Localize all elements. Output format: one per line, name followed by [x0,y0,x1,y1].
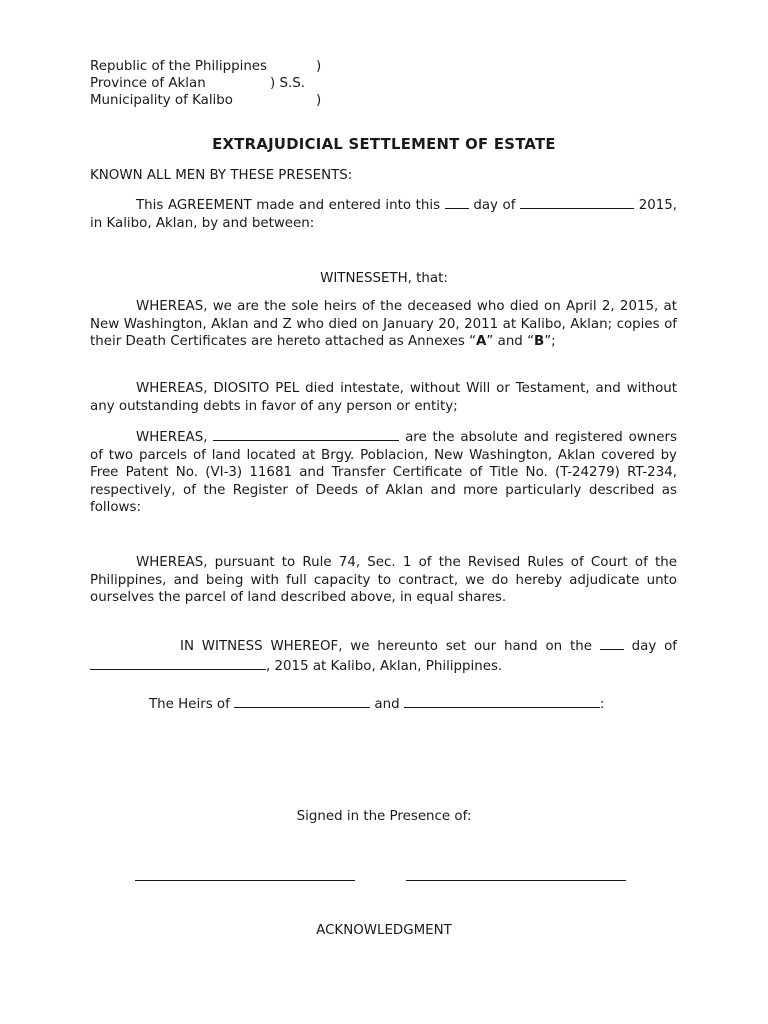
annex-b-label: B [534,334,545,349]
whereas-paragraph-4: WHEREAS, pursuant to Rule 74, Sec. 1 of the Revised Rules of Court of the Philippines, and being with full capacity to contract, we do hereby adjudicate unto ourselves the parcel of land described above, in equal shares. [90,555,677,605]
witnesseth-heading: WITNESSETH, that: [320,271,448,286]
heirs-text-3: : [599,697,605,712]
whereas1-end: ”; [544,334,556,349]
whereas-paragraph-3 [90,427,677,517]
heirs-text-1: The Heirs of [149,697,230,712]
heirs-text-2: and [374,697,400,712]
whereas3-rest: are the absolute and registered owners of two parcels of land located at Brgy. Poblacion, New Washington, Aklan covered by Free Patent No. (VI-3) 11681 and Transfer Certificate of Title No. (T-24279) RT-234, respectively, of the Register of Deeds of Aklan and more particularly described as follows: [90,430,677,515]
whereas3-lead: WHEREAS, [136,430,208,445]
heirs-line [149,694,709,714]
agreement-text-1: This AGREEMENT made and entered into this [136,198,441,213]
whereas-paragraph-1 [90,298,677,351]
venue-line-municipality [90,92,350,109]
document-title: EXTRAJUDICIAL SETTLEMENT OF ESTATE [212,136,556,153]
acknowledgment-heading: ACKNOWLEDGMENT [316,923,452,938]
blank-witness-month-field[interactable] [90,656,266,670]
venue-republic: Republic of the Philippines [90,59,268,74]
witness-text-1: IN WITNESS WHEREOF, we hereunto set our hand on the [180,639,592,654]
agreement-text-2: day of [473,198,516,213]
venue-line-province [90,75,350,92]
blank-heir-2-field[interactable] [404,694,600,708]
venue-block [90,58,350,109]
venue-line-republic [90,58,350,75]
venue-ss: ) S.S. [270,76,305,91]
venue-paren: ) [316,59,322,74]
witness-text-2: day [631,639,657,654]
venue-province: Province of Aklan [90,76,206,91]
blank-month-field[interactable] [520,195,634,209]
whereas1-text: WHEREAS, we are the sole heirs of the deceased who died on April 2, 2015, at New Washington, Aklan and Z who died on January 20, 2011 at Kalibo, Aklan; copies of their Death Certificates are hereto attached as Annexes “ [90,299,677,349]
witness-text-3: of [664,639,678,654]
witness-text-4: , 2015 at Kalibo, Aklan, Philippines. [266,658,503,674]
whereas-paragraph-2: WHEREAS, DIOSITO PEL died intestate, without Will or Testament, and without any outstanding debts in favor of any person or entity; [90,381,677,414]
blank-witness-day-field[interactable] [600,636,624,650]
blank-heir-1-field[interactable] [234,694,370,708]
blank-day-field[interactable] [445,195,469,209]
known-all-men: KNOWN ALL MEN BY THESE PRESENTS: [90,168,353,183]
venue-paren: ) [316,93,322,108]
witness-paragraph [90,636,677,675]
agreement-paragraph [90,195,677,232]
annex-a-label: A [476,334,487,349]
witness-signature-line-2[interactable] [406,880,626,881]
witness-signature-line-1[interactable] [135,880,355,881]
signed-in-presence: Signed in the Presence of: [296,809,472,824]
venue-municipality: Municipality of Kalibo [90,93,233,108]
agreement-text-3: 2015, in Kalibo, Aklan, by and between: [90,198,678,231]
blank-heirs-names-field[interactable] [213,427,399,441]
whereas1-mid: ” and “ [486,334,535,349]
